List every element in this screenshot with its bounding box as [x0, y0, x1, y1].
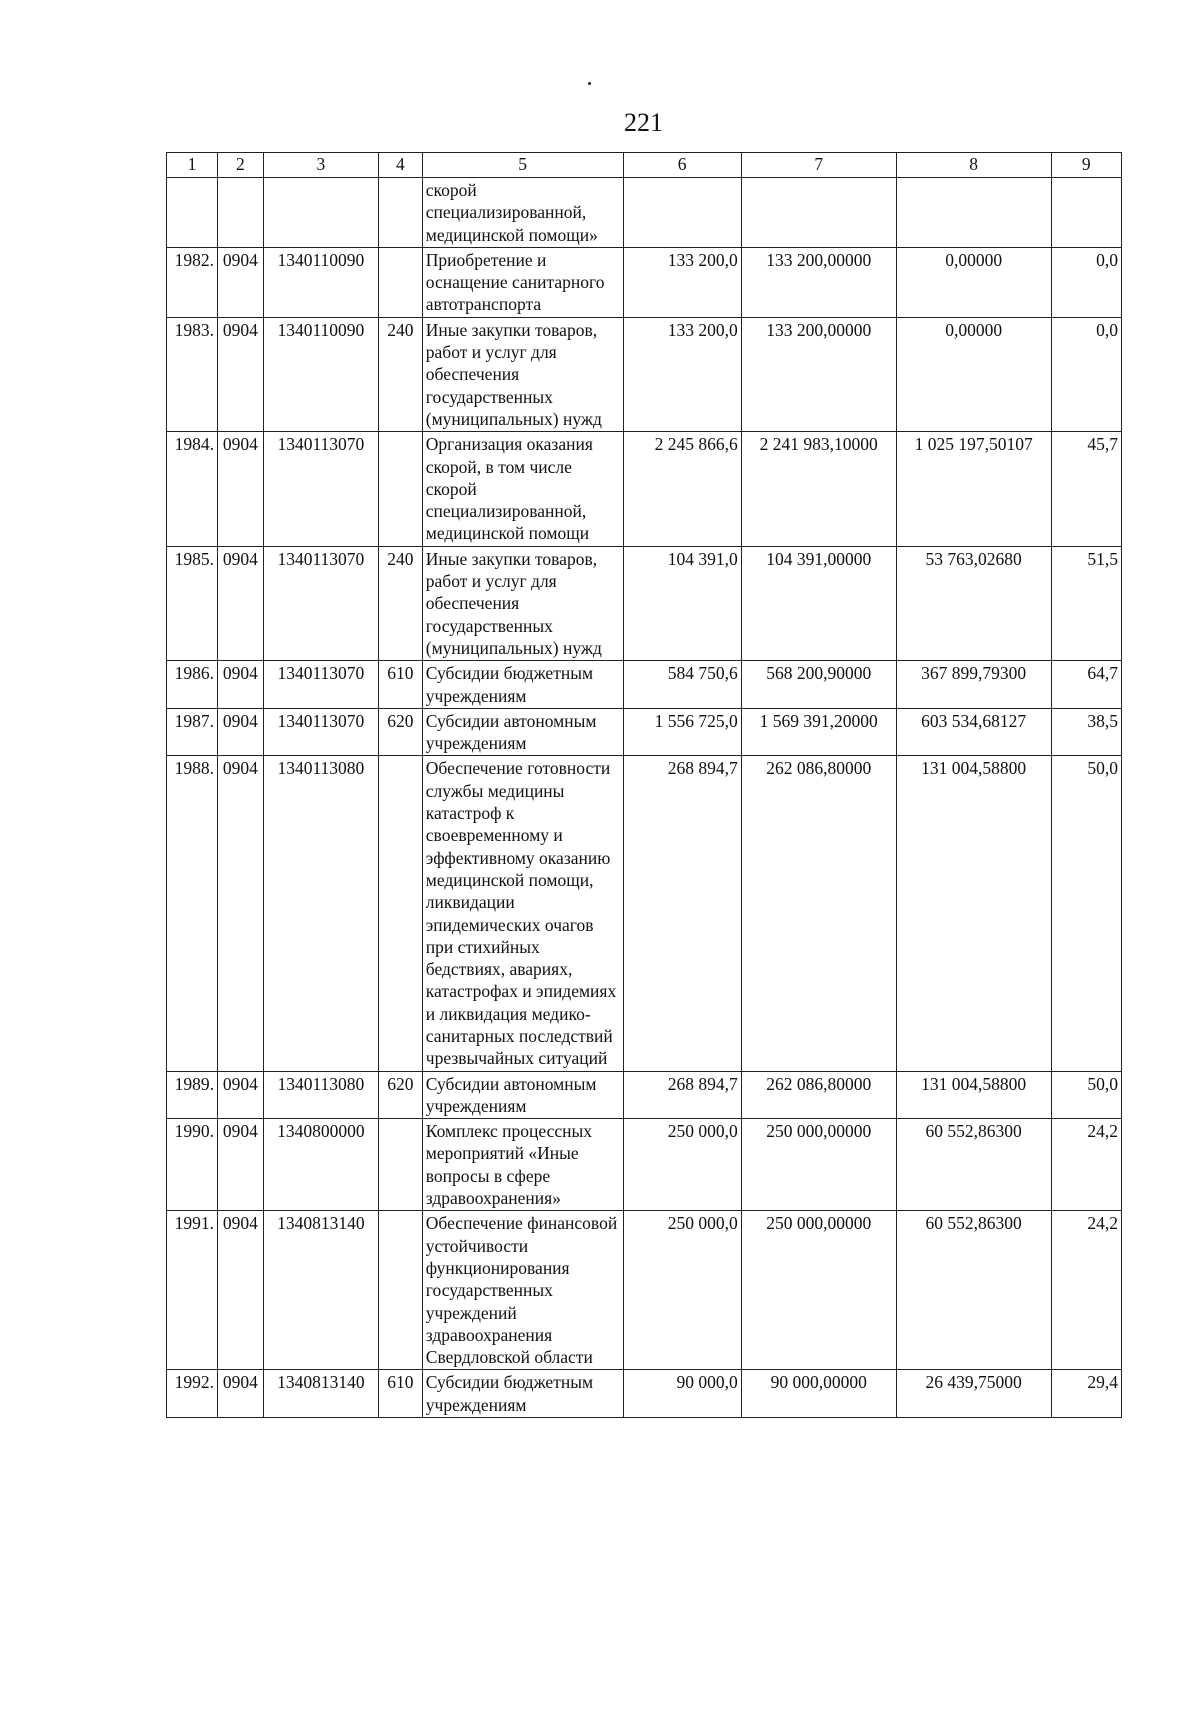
cell-number: 1983. — [167, 317, 218, 431]
cell-plan: 268 894,7 — [623, 756, 741, 1071]
cell-type: 610 — [378, 661, 422, 709]
cell-executed: 53 763,02680 — [896, 546, 1051, 660]
cell-executed — [896, 178, 1051, 248]
cell-plan: 1 556 725,0 — [623, 708, 741, 756]
cell-name: Организация оказания скорой, в том числе скорой специализированной, медицинской помощи — [422, 432, 623, 546]
cell-name: Субсидии автономным учреждениям — [422, 708, 623, 756]
table-row — [167, 661, 1122, 709]
cell-plan: 2 245 866,6 — [623, 432, 741, 546]
cell-name: скорой специализированной, медицинской помощи» — [422, 178, 623, 248]
cell-number: 1991. — [167, 1211, 218, 1370]
header-cell-2: 2 — [217, 153, 263, 178]
cell-section: 0904 — [217, 1071, 263, 1119]
cell-name: Иные закупки товаров, работ и услуг для обеспечения государственных (муниципальных) нужд — [422, 317, 623, 431]
cell-target: 1340800000 — [263, 1119, 378, 1211]
cell-number: 1987. — [167, 708, 218, 756]
cell-percent: 50,0 — [1051, 756, 1121, 1071]
cell-refined: 250 000,00000 — [741, 1211, 896, 1370]
cell-executed: 60 552,86300 — [896, 1211, 1051, 1370]
cell-percent: 38,5 — [1051, 708, 1121, 756]
scan-speck — [588, 82, 591, 85]
header-cell-5: 5 — [422, 153, 623, 178]
cell-refined: 1 569 391,20000 — [741, 708, 896, 756]
cell-plan: 584 750,6 — [623, 661, 741, 709]
cell-plan: 104 391,0 — [623, 546, 741, 660]
table-row — [167, 317, 1122, 431]
cell-refined: 133 200,00000 — [741, 247, 896, 317]
cell-plan: 268 894,7 — [623, 1071, 741, 1119]
cell-refined: 104 391,00000 — [741, 546, 896, 660]
cell-refined: 262 086,80000 — [741, 756, 896, 1071]
cell-number: 1985. — [167, 546, 218, 660]
cell-refined: 2 241 983,10000 — [741, 432, 896, 546]
cell-plan: 90 000,0 — [623, 1370, 741, 1418]
cell-target: 1340813140 — [263, 1370, 378, 1418]
cell-section: 0904 — [217, 432, 263, 546]
cell-refined: 262 086,80000 — [741, 1071, 896, 1119]
header-row — [167, 153, 1122, 178]
cell-percent: 50,0 — [1051, 1071, 1121, 1119]
cell-refined: 250 000,00000 — [741, 1119, 896, 1211]
cell-name: Субсидии бюджетным учреждениям — [422, 1370, 623, 1418]
cell-percent: 45,7 — [1051, 432, 1121, 546]
cell-section: 0904 — [217, 247, 263, 317]
cell-section: 0904 — [217, 1211, 263, 1370]
header-cell-1: 1 — [167, 153, 218, 178]
table-row — [167, 756, 1122, 1071]
cell-section: 0904 — [217, 1370, 263, 1418]
table-row — [167, 546, 1122, 660]
cell-type — [378, 432, 422, 546]
table-row — [167, 1119, 1122, 1211]
cell-executed: 0,00000 — [896, 317, 1051, 431]
header-cell-9: 9 — [1051, 153, 1121, 178]
cell-target: 1340113070 — [263, 546, 378, 660]
cell-percent: 0,0 — [1051, 247, 1121, 317]
cell-name: Обеспечение готовности службы медицины катастроф к своевременному и эффективному оказанию медицинской помощи, ликвидации эпидемических очагов при стихийных бедствиях, авариях, катастрофах и эпидемиях и ликвидация медико-санитарных последствий чрезвычайных ситуаций — [422, 756, 623, 1071]
cell-type: 620 — [378, 708, 422, 756]
cell-executed: 26 439,75000 — [896, 1370, 1051, 1418]
cell-section: 0904 — [217, 661, 263, 709]
table-row — [167, 1370, 1122, 1418]
header-cell-8: 8 — [896, 153, 1051, 178]
cell-type: 240 — [378, 317, 422, 431]
cell-executed: 0,00000 — [896, 247, 1051, 317]
cell-plan: 133 200,0 — [623, 247, 741, 317]
cell-name: Иные закупки товаров, работ и услуг для обеспечения государственных (муниципальных) нужд — [422, 546, 623, 660]
cell-section: 0904 — [217, 1119, 263, 1211]
table-row — [167, 708, 1122, 756]
cell-number: 1992. — [167, 1370, 218, 1418]
cell-refined — [741, 178, 896, 248]
table-row — [167, 1071, 1122, 1119]
cell-name: Комплекс процессных мероприятий «Иные вопросы в сфере здравоохранения» — [422, 1119, 623, 1211]
cell-type: 240 — [378, 546, 422, 660]
cell-number: 1988. — [167, 756, 218, 1071]
cell-target: 1340110090 — [263, 247, 378, 317]
cell-section: 0904 — [217, 708, 263, 756]
cell-name: Обеспечение финансовой устойчивости функционирования государственных учреждений здравоохранения Свердловской области — [422, 1211, 623, 1370]
cell-percent: 51,5 — [1051, 546, 1121, 660]
table-row — [167, 247, 1122, 317]
cell-section — [217, 178, 263, 248]
table-row — [167, 432, 1122, 546]
cell-percent — [1051, 178, 1121, 248]
continuation-row — [167, 178, 1122, 248]
table-row — [167, 1211, 1122, 1370]
cell-target: 1340113070 — [263, 661, 378, 709]
cell-plan: 250 000,0 — [623, 1119, 741, 1211]
cell-percent: 0,0 — [1051, 317, 1121, 431]
cell-executed: 367 899,79300 — [896, 661, 1051, 709]
cell-target: 1340113070 — [263, 708, 378, 756]
budget-table — [166, 152, 1122, 1418]
cell-plan: 250 000,0 — [623, 1211, 741, 1370]
cell-target — [263, 178, 378, 248]
cell-target: 1340113070 — [263, 432, 378, 546]
cell-section: 0904 — [217, 756, 263, 1071]
cell-type — [378, 1211, 422, 1370]
cell-number — [167, 178, 218, 248]
header-cell-3: 3 — [263, 153, 378, 178]
cell-type: 610 — [378, 1370, 422, 1418]
cell-number: 1990. — [167, 1119, 218, 1211]
cell-target: 1340110090 — [263, 317, 378, 431]
cell-type — [378, 247, 422, 317]
cell-plan — [623, 178, 741, 248]
cell-refined: 90 000,00000 — [741, 1370, 896, 1418]
cell-refined: 568 200,90000 — [741, 661, 896, 709]
cell-target: 1340113080 — [263, 1071, 378, 1119]
cell-percent: 24,2 — [1051, 1211, 1121, 1370]
cell-executed: 131 004,58800 — [896, 1071, 1051, 1119]
cell-executed: 1 025 197,50107 — [896, 432, 1051, 546]
cell-executed: 131 004,58800 — [896, 756, 1051, 1071]
cell-section: 0904 — [217, 546, 263, 660]
cell-name: Приобретение и оснащение санитарного автотранспорта — [422, 247, 623, 317]
page-number: 221 — [624, 108, 663, 137]
cell-number: 1984. — [167, 432, 218, 546]
cell-executed: 603 534,68127 — [896, 708, 1051, 756]
header-cell-4: 4 — [378, 153, 422, 178]
cell-type — [378, 178, 422, 248]
cell-refined: 133 200,00000 — [741, 317, 896, 431]
cell-number: 1989. — [167, 1071, 218, 1119]
header-cell-7: 7 — [741, 153, 896, 178]
cell-number: 1982. — [167, 247, 218, 317]
cell-executed: 60 552,86300 — [896, 1119, 1051, 1211]
cell-percent: 24,2 — [1051, 1119, 1121, 1211]
cell-percent: 29,4 — [1051, 1370, 1121, 1418]
cell-name: Субсидии автономным учреждениям — [422, 1071, 623, 1119]
cell-target: 1340113080 — [263, 756, 378, 1071]
cell-name: Субсидии бюджетным учреждениям — [422, 661, 623, 709]
cell-target: 1340813140 — [263, 1211, 378, 1370]
cell-plan: 133 200,0 — [623, 317, 741, 431]
cell-type: 620 — [378, 1071, 422, 1119]
header-cell-6: 6 — [623, 153, 741, 178]
cell-type — [378, 756, 422, 1071]
cell-number: 1986. — [167, 661, 218, 709]
cell-section: 0904 — [217, 317, 263, 431]
cell-percent: 64,7 — [1051, 661, 1121, 709]
cell-type — [378, 1119, 422, 1211]
